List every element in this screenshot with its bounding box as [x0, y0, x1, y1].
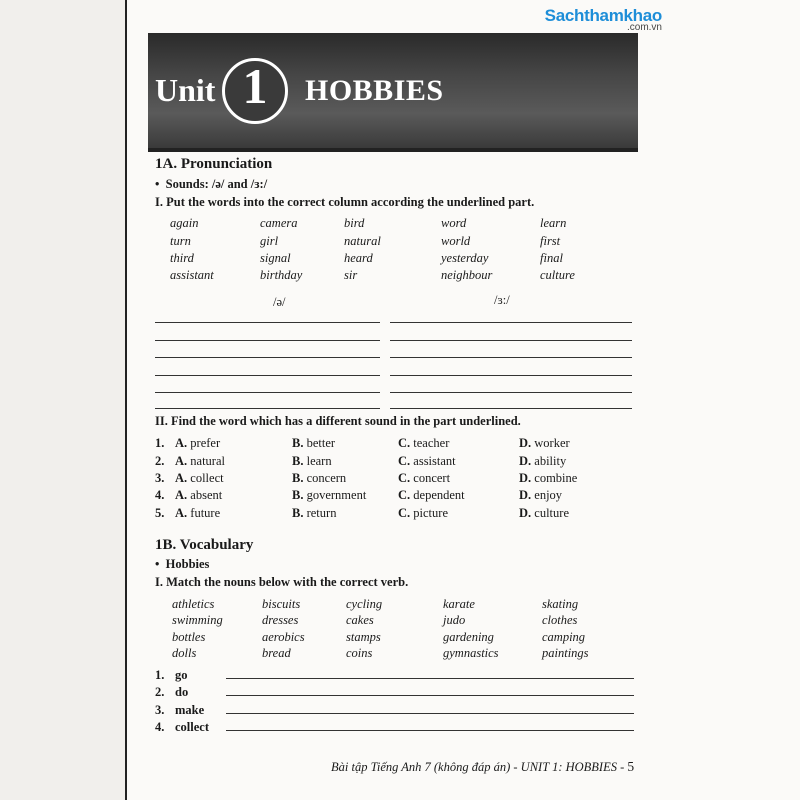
word-item: natural [344, 234, 381, 248]
noun-item: paintings [542, 646, 589, 660]
option-word: concert [413, 471, 451, 485]
option-c [398, 488, 465, 503]
answer-line[interactable] [155, 357, 380, 358]
option-label: B. [292, 506, 307, 520]
unit-number: 1 [242, 58, 268, 114]
word-item: third [170, 251, 194, 265]
word-item: girl [260, 234, 279, 248]
page-number: 5 [627, 759, 635, 774]
footer-text: Bài tập Tiếng Anh 7 (không đáp án) - UNIT 1: HOBBIES - [331, 760, 628, 774]
verb-number: 1. [155, 668, 165, 682]
noun-item: dresses [262, 613, 299, 627]
footer [331, 759, 634, 775]
verb-number: 3. [155, 703, 165, 717]
option-label: D. [519, 488, 535, 502]
answer-line[interactable] [155, 408, 380, 409]
option-word: teacher [413, 436, 450, 450]
option-label: A. [175, 506, 191, 520]
option-label: A. [175, 436, 191, 450]
task-1-instruction: I. Put the words into the correct column according the underlined part. [155, 195, 535, 209]
unit-title: HOBBIES [305, 74, 444, 107]
word-item: yesterday [441, 251, 489, 265]
question-number: 5. [155, 506, 165, 520]
option-word: better [306, 436, 336, 450]
option-d [519, 488, 562, 503]
word-item: neighbour [441, 268, 493, 282]
answer-line[interactable] [390, 340, 632, 341]
word-item: word [441, 216, 467, 230]
word-item: heard [344, 251, 373, 265]
option-label: C. [398, 471, 414, 485]
word-item: bird [344, 216, 365, 230]
option-a [175, 488, 222, 503]
answer-line[interactable] [155, 322, 380, 323]
option-b [292, 436, 335, 451]
column-header-schwa: /ə/ [273, 295, 286, 309]
verb-answer-line[interactable] [226, 678, 634, 679]
option-a [175, 471, 224, 486]
option-word: dependent [413, 488, 465, 502]
option-word: ability [534, 454, 567, 468]
verb-number: 2. [155, 685, 165, 699]
noun-item: cycling [346, 597, 383, 611]
page-edge [125, 0, 127, 800]
option-word: prefer [190, 436, 221, 450]
verb-answer-line[interactable] [226, 713, 634, 714]
word-item: learn [540, 216, 567, 230]
option-label: C. [398, 454, 414, 468]
option-word: picture [413, 506, 448, 520]
option-c [398, 454, 456, 469]
pronunciation-heading: 1A. Pronunciation [155, 156, 273, 172]
word-item: world [441, 234, 471, 248]
noun-item: athletics [172, 597, 215, 611]
option-label: A. [175, 454, 191, 468]
vocab-task-instruction: I. Match the nouns below with the correct verb. [155, 575, 409, 589]
watermark [512, 6, 662, 33]
word-item: again [170, 216, 199, 230]
option-label: A. [175, 471, 191, 485]
unit-word: Unit [155, 72, 216, 108]
word-item: birthday [260, 268, 303, 282]
noun-item: skating [542, 597, 579, 611]
noun-item: coins [346, 646, 373, 660]
option-label: C. [398, 488, 414, 502]
verb-label: go [175, 668, 188, 682]
option-b [292, 488, 366, 503]
noun-item: biscuits [262, 597, 301, 611]
option-label: B. [292, 471, 307, 485]
verb-answer-line[interactable] [226, 730, 634, 731]
verb-number: 4. [155, 720, 165, 734]
vocabulary-heading: 1B. Vocabulary [155, 537, 254, 553]
option-label: D. [519, 454, 535, 468]
noun-item: gymnastics [443, 646, 499, 660]
task-2-instruction: II. Find the word which has a different sound in the part underlined. [155, 414, 521, 428]
option-a [175, 506, 220, 521]
noun-item: dolls [172, 646, 197, 660]
answer-line[interactable] [155, 375, 380, 376]
option-label: B. [292, 436, 307, 450]
option-label: C. [398, 506, 414, 520]
option-label: D. [519, 506, 535, 520]
answer-line[interactable] [390, 322, 632, 323]
answer-line[interactable] [390, 392, 632, 393]
option-b [292, 506, 336, 521]
topic-label: Hobbies [165, 557, 210, 571]
noun-item: bottles [172, 630, 206, 644]
noun-item: clothes [542, 613, 578, 627]
option-label: D. [519, 436, 535, 450]
option-a [175, 436, 220, 451]
noun-item: gardening [443, 630, 494, 644]
watermark-sub: .com.vn [626, 22, 662, 33]
question-number: 1. [155, 436, 165, 450]
answer-line[interactable] [390, 357, 632, 358]
answer-line[interactable] [155, 392, 380, 393]
verb-label: collect [175, 720, 210, 734]
option-b [292, 471, 346, 486]
noun-item: karate [443, 597, 475, 611]
option-word: future [190, 506, 221, 520]
option-word: learn [306, 454, 332, 468]
option-word: collect [190, 471, 224, 485]
word-item: assistant [170, 268, 214, 282]
question-number: 4. [155, 488, 165, 502]
noun-item: bread [262, 646, 291, 660]
word-item: culture [540, 268, 575, 282]
word-item: sir [344, 268, 358, 282]
option-d [519, 436, 570, 451]
verb-label: do [175, 685, 189, 699]
noun-item: cakes [346, 613, 374, 627]
option-word: return [306, 506, 337, 520]
option-word: absent [190, 488, 223, 502]
question-number: 2. [155, 454, 165, 468]
option-label: B. [292, 488, 307, 502]
verb-label: make [175, 703, 205, 717]
option-c [398, 506, 448, 521]
option-word: combine [534, 471, 578, 485]
answer-line[interactable] [155, 340, 380, 341]
answer-line[interactable] [390, 408, 632, 409]
option-word: enjoy [534, 488, 563, 502]
option-word: government [306, 488, 367, 502]
option-word: culture [534, 506, 569, 520]
option-word: concern [306, 471, 347, 485]
noun-item: judo [443, 613, 466, 627]
verb-answer-line[interactable] [226, 695, 634, 696]
watermark-main: Sachthamkhao [544, 6, 662, 25]
noun-item: stamps [346, 630, 381, 644]
option-word: natural [190, 454, 225, 468]
sounds-label: Sounds: /ə/ and /ɜ:/ [165, 177, 268, 191]
noun-item: swimming [172, 613, 223, 627]
option-label: C. [398, 436, 414, 450]
column-header-er: /ɜ:/ [494, 293, 510, 307]
word-item: first [540, 234, 561, 248]
option-d [519, 454, 566, 469]
option-a [175, 454, 225, 469]
topic-bullet: • Hobbies [155, 557, 210, 571]
option-word: assistant [413, 454, 456, 468]
option-b [292, 454, 332, 469]
word-item: signal [260, 251, 291, 265]
option-c [398, 436, 449, 451]
option-label: A. [175, 488, 191, 502]
option-label: B. [292, 454, 307, 468]
option-d [519, 471, 577, 486]
noun-item: camping [542, 630, 586, 644]
option-label: D. [519, 471, 535, 485]
word-item: turn [170, 234, 191, 248]
word-item: final [540, 251, 563, 265]
option-d [519, 506, 569, 521]
question-number: 3. [155, 471, 165, 485]
option-word: worker [534, 436, 570, 450]
option-c [398, 471, 450, 486]
word-item: camera [260, 216, 298, 230]
noun-item: aerobics [262, 630, 305, 644]
sounds-bullet: • Sounds: /ə/ and /ɜ:/ [155, 177, 268, 191]
answer-line[interactable] [390, 375, 632, 376]
